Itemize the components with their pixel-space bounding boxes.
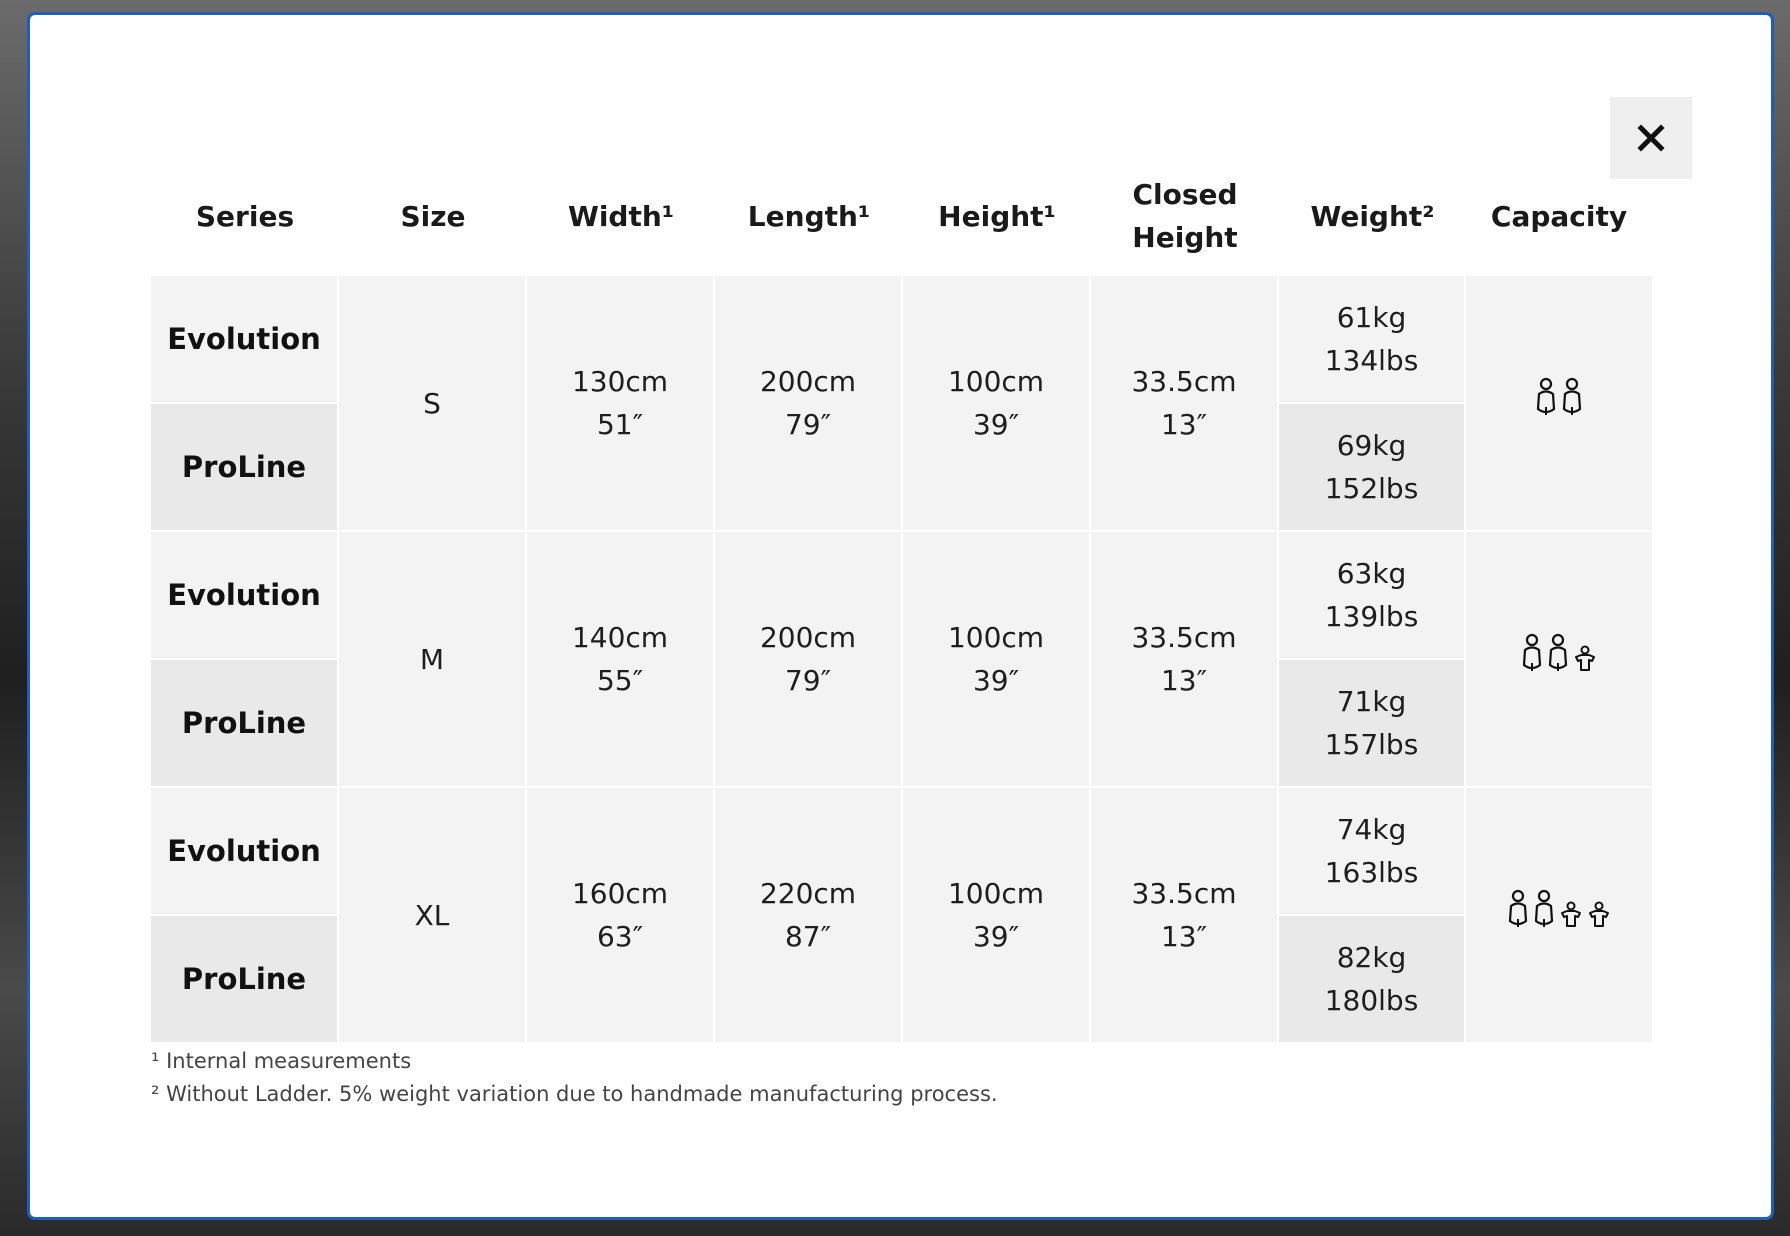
capacity-icons bbox=[1535, 377, 1583, 417]
series-cell: Evolution bbox=[151, 276, 339, 404]
table-row bbox=[151, 788, 1652, 916]
weight-kg: 69kg bbox=[1336, 429, 1407, 462]
header-weight: Weight² bbox=[1310, 199, 1435, 233]
height-in: 39″ bbox=[972, 920, 1020, 953]
adult-person-icon bbox=[1535, 377, 1557, 417]
adult-person-icon bbox=[1533, 889, 1555, 929]
height-cell bbox=[903, 276, 1091, 532]
length-cm: 200cm bbox=[759, 621, 857, 654]
length-cm: 200cm bbox=[759, 365, 857, 398]
closed-height-cell bbox=[1091, 788, 1279, 1044]
weight-kg: 82kg bbox=[1336, 941, 1407, 974]
length-cell bbox=[715, 532, 903, 788]
series-cell: ProLine bbox=[151, 916, 339, 1044]
size-spec-table bbox=[151, 162, 1652, 1044]
series-cell: Evolution bbox=[151, 788, 339, 916]
adult-person-icon bbox=[1507, 889, 1529, 929]
size-chart-modal bbox=[27, 12, 1774, 1220]
length-cell bbox=[715, 276, 903, 532]
height-cell bbox=[903, 532, 1091, 788]
size-cell: XL bbox=[339, 788, 527, 1044]
width-in: 51″ bbox=[596, 408, 644, 441]
weight-kg: 71kg bbox=[1336, 685, 1407, 718]
height-in: 39″ bbox=[972, 408, 1020, 441]
weight-cell bbox=[1279, 404, 1466, 532]
size-cell: S bbox=[339, 276, 527, 532]
series-cell: ProLine bbox=[151, 404, 339, 532]
header-capacity: Capacity bbox=[1490, 199, 1628, 233]
weight-cell bbox=[1279, 532, 1466, 660]
footnote-1: ¹ Internal measurements bbox=[151, 1049, 412, 1073]
adult-person-icon bbox=[1561, 377, 1583, 417]
closed-height-cell bbox=[1091, 276, 1279, 532]
footnotes bbox=[151, 1045, 998, 1111]
footnote-2: ² Without Ladder. 5% weight variation due to handmade manufacturing process. bbox=[151, 1082, 998, 1106]
width-cm: 140cm bbox=[571, 621, 669, 654]
closed-height-cm: 33.5cm bbox=[1131, 621, 1237, 654]
closed-height-cell bbox=[1091, 532, 1279, 788]
weight-lbs: 152lbs bbox=[1324, 472, 1419, 505]
width-cm: 160cm bbox=[571, 877, 669, 910]
closed-height-in: 13″ bbox=[1160, 664, 1208, 697]
height-cm: 100cm bbox=[947, 877, 1045, 910]
header-height: Height¹ bbox=[938, 199, 1056, 233]
width-in: 55″ bbox=[596, 664, 644, 697]
height-cm: 100cm bbox=[947, 621, 1045, 654]
length-in: 79″ bbox=[784, 408, 832, 441]
length-in: 79″ bbox=[784, 664, 832, 697]
weight-cell bbox=[1279, 660, 1466, 788]
height-cell bbox=[903, 788, 1091, 1044]
table-body bbox=[151, 276, 1652, 1044]
table-header-row bbox=[151, 162, 1652, 276]
width-in: 63″ bbox=[596, 920, 644, 953]
weight-kg: 63kg bbox=[1336, 557, 1407, 590]
length-in: 87″ bbox=[784, 920, 832, 953]
capacity-cell bbox=[1466, 276, 1652, 532]
closed-height-cm: 33.5cm bbox=[1131, 877, 1237, 910]
header-closed-height bbox=[1091, 162, 1279, 276]
weight-lbs: 180lbs bbox=[1324, 984, 1419, 1017]
capacity-icons bbox=[1507, 889, 1611, 929]
adult-person-icon bbox=[1547, 633, 1569, 673]
weight-kg: 61kg bbox=[1336, 301, 1407, 334]
table-row bbox=[151, 276, 1652, 404]
closed-height-cm: 33.5cm bbox=[1131, 365, 1237, 398]
length-cell bbox=[715, 788, 903, 1044]
weight-cell bbox=[1279, 916, 1466, 1044]
child-person-icon bbox=[1573, 645, 1597, 673]
table-row bbox=[151, 532, 1652, 660]
header-closed-height-line1: Closed bbox=[1132, 178, 1238, 211]
closed-height-in: 13″ bbox=[1160, 408, 1208, 441]
width-cell bbox=[527, 276, 715, 532]
weight-kg: 74kg bbox=[1336, 813, 1407, 846]
header-series: Series bbox=[195, 199, 295, 233]
header-length: Length¹ bbox=[747, 199, 871, 233]
header-width: Width¹ bbox=[567, 199, 675, 233]
height-cm: 100cm bbox=[947, 365, 1045, 398]
close-icon bbox=[1636, 123, 1666, 153]
width-cell bbox=[527, 532, 715, 788]
header-closed-height-line2: Height bbox=[1132, 221, 1238, 254]
weight-cell bbox=[1279, 788, 1466, 916]
capacity-cell bbox=[1466, 532, 1652, 788]
weight-lbs: 157lbs bbox=[1324, 728, 1419, 761]
closed-height-in: 13″ bbox=[1160, 920, 1208, 953]
series-cell: Evolution bbox=[151, 532, 339, 660]
header-size: Size bbox=[400, 199, 466, 233]
capacity-icons bbox=[1521, 633, 1597, 673]
weight-lbs: 139lbs bbox=[1324, 600, 1419, 633]
adult-person-icon bbox=[1521, 633, 1543, 673]
length-cm: 220cm bbox=[759, 877, 857, 910]
capacity-cell bbox=[1466, 788, 1652, 1044]
child-person-icon bbox=[1559, 901, 1583, 929]
width-cell bbox=[527, 788, 715, 1044]
width-cm: 130cm bbox=[571, 365, 669, 398]
child-person-icon bbox=[1587, 901, 1611, 929]
weight-cell bbox=[1279, 276, 1466, 404]
weight-lbs: 163lbs bbox=[1324, 856, 1419, 889]
size-cell: M bbox=[339, 532, 527, 788]
weight-lbs: 134lbs bbox=[1324, 344, 1419, 377]
height-in: 39″ bbox=[972, 664, 1020, 697]
series-cell: ProLine bbox=[151, 660, 339, 788]
